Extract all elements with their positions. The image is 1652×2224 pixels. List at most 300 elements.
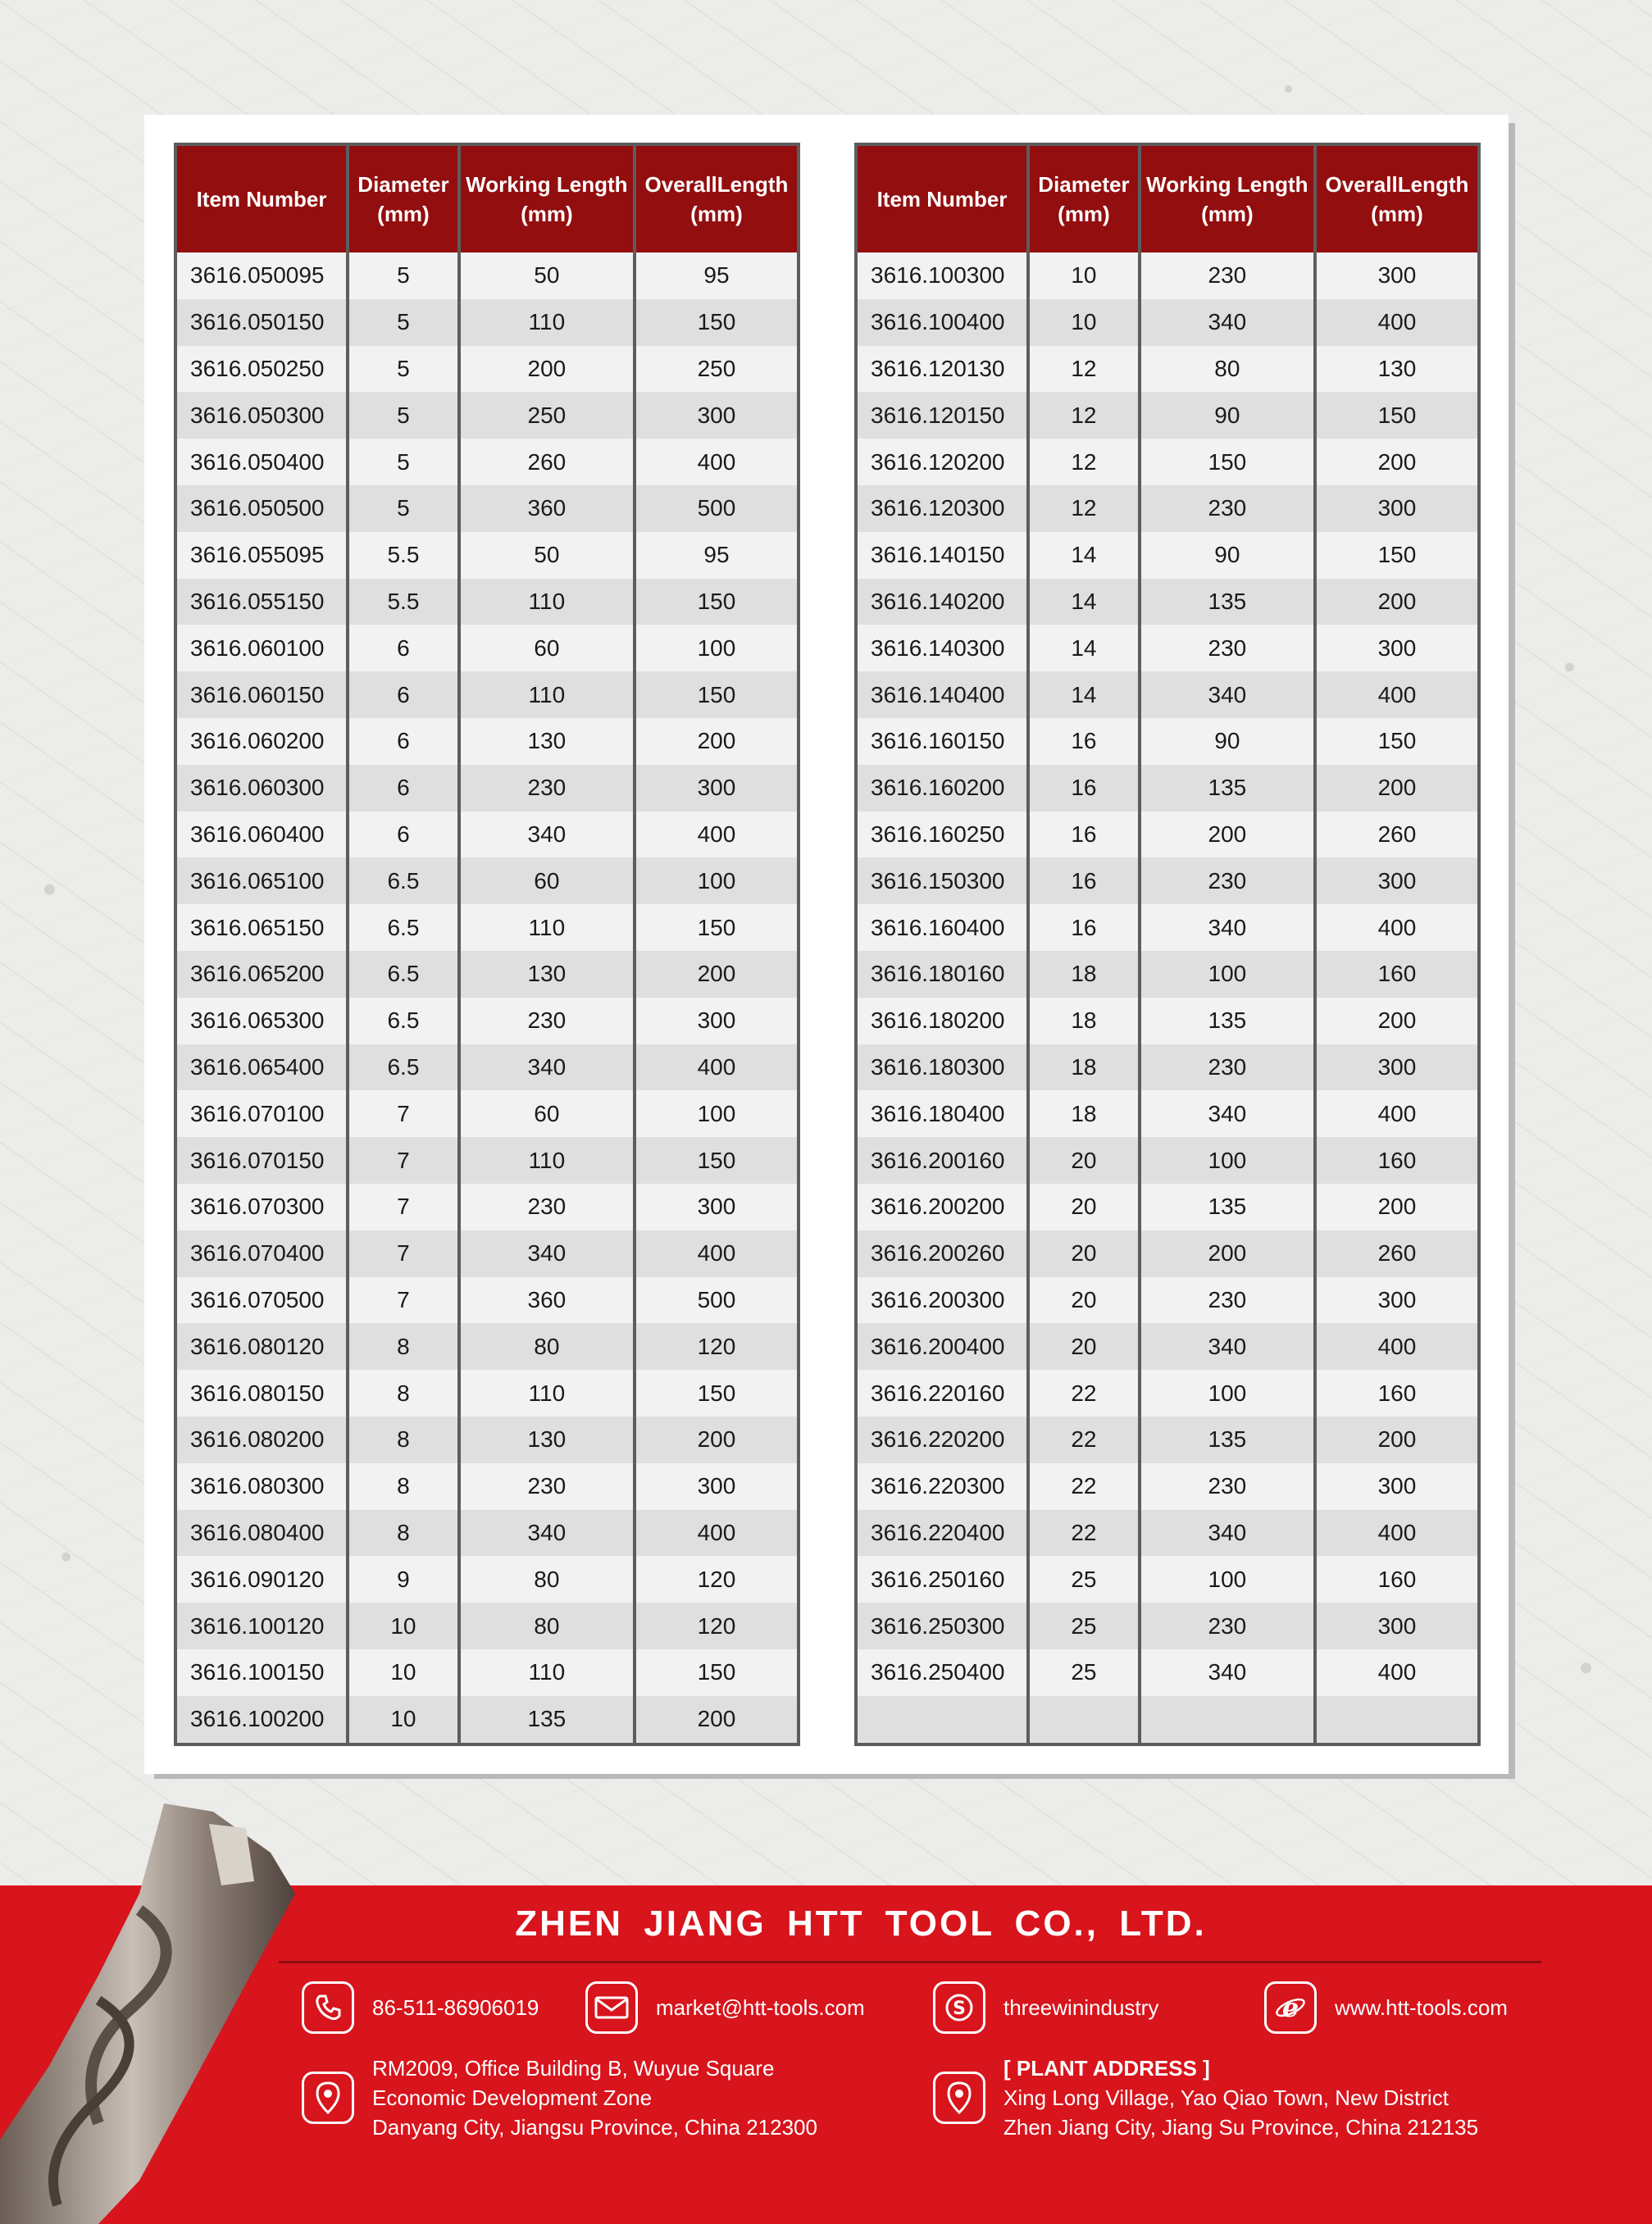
item-number-cell: 3616.080300 <box>175 1463 348 1510</box>
working-length-cell: 340 <box>1140 671 1315 718</box>
overall-length-cell: 400 <box>1315 1090 1479 1137</box>
header-overall-length <box>635 144 799 252</box>
item-number-cell: 3616.250400 <box>856 1649 1028 1696</box>
item-number-cell: 3616.220400 <box>856 1510 1028 1557</box>
header-working-length <box>459 144 635 252</box>
table-row <box>856 1277 1479 1324</box>
overall-length-cell: 150 <box>635 904 799 951</box>
item-number-cell: 3616.070500 <box>175 1277 348 1324</box>
diameter-cell: 18 <box>1028 998 1140 1044</box>
item-number-cell: 3616.220160 <box>856 1370 1028 1417</box>
header-working-length-text: Working Length (mm) <box>1146 172 1308 226</box>
diameter-cell: 6.5 <box>348 904 459 951</box>
table-row <box>175 1556 799 1603</box>
overall-length-cell: 100 <box>635 1090 799 1137</box>
overall-length-cell: 400 <box>635 1230 799 1277</box>
plant-address <box>1003 2053 1478 2142</box>
working-length-cell: 340 <box>459 812 635 858</box>
overall-length-cell: 300 <box>1315 1277 1479 1324</box>
diameter-cell: 5 <box>348 299 459 346</box>
item-number-cell: 3616.160200 <box>856 765 1028 812</box>
website-url[interactable]: www.htt-tools.com <box>1335 1994 1508 2020</box>
working-length-cell: 110 <box>459 671 635 718</box>
item-number-cell: 3616.065400 <box>175 1044 348 1091</box>
table-row <box>175 998 799 1044</box>
working-length-cell: 340 <box>1140 1323 1315 1370</box>
overall-length-cell: 300 <box>1315 857 1479 904</box>
diameter-cell: 8 <box>348 1323 459 1370</box>
diameter-cell: 10 <box>348 1603 459 1649</box>
working-length-cell: 230 <box>1140 1044 1315 1091</box>
diameter-cell: 5.5 <box>348 579 459 625</box>
overall-length-cell: 400 <box>1315 1510 1479 1557</box>
item-number-cell: 3616.160400 <box>856 904 1028 951</box>
diameter-cell: 6 <box>348 671 459 718</box>
diameter-cell: 10 <box>1028 252 1140 299</box>
overall-length-cell: 160 <box>1315 1137 1479 1184</box>
overall-length-cell: 200 <box>1315 439 1479 485</box>
header-diameter-text: Diameter (mm) <box>357 172 449 226</box>
table-row <box>175 1463 799 1510</box>
diameter-cell: 5 <box>348 346 459 393</box>
diameter-cell: 12 <box>1028 392 1140 439</box>
working-length-cell: 80 <box>459 1556 635 1603</box>
overall-length-cell: 150 <box>635 671 799 718</box>
item-number-cell: 3616.180160 <box>856 951 1028 998</box>
overall-length-cell: 160 <box>1315 951 1479 998</box>
table-row <box>175 671 799 718</box>
diameter-cell: 8 <box>348 1417 459 1463</box>
header-overall-length-text: OverallLength (mm) <box>644 172 789 226</box>
diameter-cell: 5.5 <box>348 532 459 579</box>
table-row <box>856 579 1479 625</box>
contact-email <box>585 1979 865 2036</box>
overall-length-cell: 200 <box>635 1696 799 1744</box>
working-length-cell: 340 <box>1140 299 1315 346</box>
working-length-cell: 135 <box>1140 765 1315 812</box>
phone-number[interactable]: 86-511-86906019 <box>372 1994 539 2020</box>
item-number-cell: 3616.200160 <box>856 1137 1028 1184</box>
working-length-cell: 230 <box>1140 252 1315 299</box>
table-row <box>856 1696 1479 1744</box>
item-number-cell: 3616.050500 <box>175 485 348 532</box>
overall-length-cell: 150 <box>635 1137 799 1184</box>
working-length-cell: 110 <box>459 579 635 625</box>
diameter-cell: 10 <box>348 1696 459 1744</box>
table-row <box>856 857 1479 904</box>
item-number-cell: 3616.060100 <box>175 625 348 671</box>
working-length-cell: 135 <box>459 1696 635 1744</box>
working-length-cell: 135 <box>1140 1417 1315 1463</box>
table-row <box>175 1510 799 1557</box>
overall-length-cell: 100 <box>635 857 799 904</box>
item-number-cell: 3616.060200 <box>175 718 348 765</box>
item-number-cell: 3616.100200 <box>175 1696 348 1744</box>
overall-length-cell: 150 <box>1315 532 1479 579</box>
working-length-cell: 135 <box>1140 579 1315 625</box>
working-length-cell: 100 <box>1140 1370 1315 1417</box>
plant-address-heading: [ PLANT ADDRESS ] <box>1003 2056 1210 2081</box>
working-length-cell: 130 <box>459 951 635 998</box>
working-length-cell: 340 <box>459 1510 635 1557</box>
diameter-cell: 20 <box>1028 1184 1140 1230</box>
table-row <box>175 1090 799 1137</box>
working-length-cell: 110 <box>459 1649 635 1696</box>
table-row <box>856 1090 1479 1137</box>
working-length-cell: 135 <box>1140 1184 1315 1230</box>
working-length-cell: 230 <box>459 765 635 812</box>
svg-text:e: e <box>1281 1992 1299 2023</box>
table-row <box>175 904 799 951</box>
working-length-cell: 90 <box>1140 392 1315 439</box>
diameter-cell: 20 <box>1028 1137 1140 1184</box>
table-row <box>856 1323 1479 1370</box>
office-address-block <box>302 2053 817 2142</box>
item-number-cell: 3616.220200 <box>856 1417 1028 1463</box>
table-row <box>856 718 1479 765</box>
overall-length-cell: 150 <box>635 1370 799 1417</box>
overall-length-cell: 150 <box>1315 718 1479 765</box>
contact-skype <box>933 1979 1158 2036</box>
working-length-cell: 150 <box>1140 439 1315 485</box>
diameter-cell: 25 <box>1028 1603 1140 1649</box>
overall-length-cell: 200 <box>1315 579 1479 625</box>
diameter-cell: 16 <box>1028 812 1140 858</box>
overall-length-cell: 100 <box>635 625 799 671</box>
item-number-cell: 3616.180300 <box>856 1044 1028 1091</box>
item-number-cell: 3616.055095 <box>175 532 348 579</box>
diameter-cell: 16 <box>1028 904 1140 951</box>
diameter-cell: 16 <box>1028 857 1140 904</box>
table-row <box>856 1044 1479 1091</box>
email-icon <box>585 1981 638 2034</box>
table-row <box>175 1277 799 1324</box>
overall-length-cell: 200 <box>1315 998 1479 1044</box>
table-row <box>175 392 799 439</box>
plant-address-block <box>933 2053 1478 2142</box>
working-length-cell: 60 <box>459 1090 635 1137</box>
header-overall-length <box>1315 144 1479 252</box>
item-number-cell: 3616.050150 <box>175 299 348 346</box>
item-number-cell: 3616.140300 <box>856 625 1028 671</box>
table-row <box>856 252 1479 299</box>
spec-table-left <box>174 143 800 1746</box>
diameter-cell: 6 <box>348 718 459 765</box>
table-row <box>856 951 1479 998</box>
diameter-cell: 6.5 <box>348 1044 459 1091</box>
overall-length-cell: 120 <box>635 1556 799 1603</box>
working-length-cell: 260 <box>459 439 635 485</box>
item-number-cell: 3616.070300 <box>175 1184 348 1230</box>
table-row <box>175 1137 799 1184</box>
diameter-cell: 18 <box>1028 1044 1140 1091</box>
item-number-cell: 3616.140200 <box>856 579 1028 625</box>
item-number-cell: 3616.080150 <box>175 1370 348 1417</box>
item-number-cell: 3616.050400 <box>175 439 348 485</box>
skype-id[interactable]: threewinindustry <box>1003 1994 1159 2020</box>
diameter-cell: 8 <box>348 1510 459 1557</box>
spec-table-right <box>854 143 1481 1746</box>
diameter-cell: 7 <box>348 1277 459 1324</box>
diameter-cell: 7 <box>348 1137 459 1184</box>
office-address <box>372 2053 817 2142</box>
overall-length-cell: 300 <box>1315 1044 1479 1091</box>
table-row <box>175 252 799 299</box>
office-address-line-1: RM2009, Office Building B, Wuyue Square <box>372 2056 775 2081</box>
header-overall-length-text: OverallLength (mm) <box>1325 172 1469 226</box>
item-number-cell: 3616.080120 <box>175 1323 348 1370</box>
diameter-cell: 14 <box>1028 671 1140 718</box>
working-length-cell: 50 <box>459 532 635 579</box>
overall-length-cell: 200 <box>635 1417 799 1463</box>
diameter-cell: 14 <box>1028 625 1140 671</box>
overall-length-cell: 200 <box>1315 1417 1479 1463</box>
office-address-line-2: Economic Development Zone <box>372 2085 653 2110</box>
table-row <box>856 1230 1479 1277</box>
diameter-cell: 16 <box>1028 765 1140 812</box>
working-length-cell: 360 <box>459 485 635 532</box>
item-number-cell: 3616.055150 <box>175 579 348 625</box>
item-number-cell: 3616.180400 <box>856 1090 1028 1137</box>
working-length-cell <box>1140 1696 1315 1744</box>
overall-length-cell: 150 <box>635 579 799 625</box>
overall-length-cell: 150 <box>635 299 799 346</box>
overall-length-cell: 130 <box>1315 346 1479 393</box>
overall-length-cell: 500 <box>635 1277 799 1324</box>
diameter-cell: 8 <box>348 1370 459 1417</box>
working-length-cell: 230 <box>459 1184 635 1230</box>
overall-length-cell: 300 <box>1315 1603 1479 1649</box>
working-length-cell: 230 <box>1140 485 1315 532</box>
diameter-cell: 12 <box>1028 346 1140 393</box>
overall-length-cell: 300 <box>1315 485 1479 532</box>
overall-length-cell: 160 <box>1315 1370 1479 1417</box>
overall-length-cell: 260 <box>1315 812 1479 858</box>
diameter-cell: 6.5 <box>348 951 459 998</box>
working-length-cell: 250 <box>459 392 635 439</box>
table-row <box>856 1417 1479 1463</box>
table-row <box>175 951 799 998</box>
overall-length-cell: 400 <box>635 1510 799 1557</box>
diameter-cell: 12 <box>1028 485 1140 532</box>
diameter-cell: 22 <box>1028 1417 1140 1463</box>
email-address[interactable]: market@htt-tools.com <box>656 1994 865 2020</box>
overall-length-cell: 400 <box>1315 1323 1479 1370</box>
table-row <box>175 718 799 765</box>
overall-length-cell: 200 <box>635 718 799 765</box>
diameter-cell: 7 <box>348 1184 459 1230</box>
item-number-cell: 3616.090120 <box>175 1556 348 1603</box>
header-working-length <box>1140 144 1315 252</box>
table-row <box>856 1463 1479 1510</box>
working-length-cell: 110 <box>459 1137 635 1184</box>
overall-length-cell: 95 <box>635 532 799 579</box>
diameter-cell: 5 <box>348 392 459 439</box>
item-number-cell: 3616.200300 <box>856 1277 1028 1324</box>
overall-length-cell: 260 <box>1315 1230 1479 1277</box>
working-length-cell: 60 <box>459 857 635 904</box>
working-length-cell: 110 <box>459 1370 635 1417</box>
drill-bit-image <box>0 1795 328 2224</box>
table-row <box>175 1370 799 1417</box>
table-header-row <box>856 144 1479 252</box>
overall-length-cell: 200 <box>1315 1184 1479 1230</box>
working-length-cell: 230 <box>459 1463 635 1510</box>
item-number-cell: 3616.120150 <box>856 392 1028 439</box>
table-row <box>175 765 799 812</box>
item-number-cell: 3616.250160 <box>856 1556 1028 1603</box>
diameter-cell: 5 <box>348 485 459 532</box>
working-length-cell: 340 <box>1140 1510 1315 1557</box>
working-length-cell: 80 <box>1140 346 1315 393</box>
overall-length-cell: 120 <box>635 1323 799 1370</box>
table-row <box>175 532 799 579</box>
diameter-cell: 18 <box>1028 951 1140 998</box>
item-number-cell: 3616.200260 <box>856 1230 1028 1277</box>
working-length-cell: 340 <box>1140 1090 1315 1137</box>
table-row <box>856 1603 1479 1649</box>
header-working-length-text: Working Length (mm) <box>466 172 628 226</box>
table-row <box>856 1137 1479 1184</box>
working-length-cell: 100 <box>1140 951 1315 998</box>
item-number-cell: 3616.160150 <box>856 718 1028 765</box>
working-length-cell: 230 <box>1140 1603 1315 1649</box>
item-number-cell <box>856 1696 1028 1744</box>
item-number-cell: 3616.065100 <box>175 857 348 904</box>
working-length-cell: 230 <box>459 998 635 1044</box>
header-diameter <box>348 144 459 252</box>
contact-phone <box>302 1979 539 2036</box>
item-number-cell: 3616.120300 <box>856 485 1028 532</box>
location-pin-icon <box>302 2072 354 2124</box>
item-number-cell: 3616.140150 <box>856 532 1028 579</box>
item-number-cell: 3616.065200 <box>175 951 348 998</box>
table-row <box>856 765 1479 812</box>
diameter-cell: 5 <box>348 439 459 485</box>
table-row <box>175 625 799 671</box>
diameter-cell: 20 <box>1028 1277 1140 1324</box>
item-number-cell: 3616.060400 <box>175 812 348 858</box>
diameter-cell: 8 <box>348 1463 459 1510</box>
overall-length-cell: 300 <box>1315 625 1479 671</box>
table-row <box>856 1370 1479 1417</box>
table-row <box>856 299 1479 346</box>
overall-length-cell: 300 <box>1315 1463 1479 1510</box>
item-number-cell: 3616.100300 <box>856 252 1028 299</box>
overall-length-cell: 400 <box>1315 1649 1479 1696</box>
item-number-cell: 3616.150300 <box>856 857 1028 904</box>
item-number-cell: 3616.070100 <box>175 1090 348 1137</box>
item-number-cell: 3616.080200 <box>175 1417 348 1463</box>
item-number-cell: 3616.220300 <box>856 1463 1028 1510</box>
header-item-number: Item Number <box>175 144 348 252</box>
diameter-cell: 25 <box>1028 1556 1140 1603</box>
diameter-cell: 12 <box>1028 439 1140 485</box>
item-number-cell: 3616.140400 <box>856 671 1028 718</box>
working-length-cell: 100 <box>1140 1556 1315 1603</box>
diameter-cell: 7 <box>348 1090 459 1137</box>
table-row <box>175 1417 799 1463</box>
working-length-cell: 90 <box>1140 532 1315 579</box>
table-row <box>856 439 1479 485</box>
table-row <box>175 1044 799 1091</box>
overall-length-cell: 200 <box>635 951 799 998</box>
diameter-cell: 6.5 <box>348 998 459 1044</box>
overall-length-cell: 400 <box>635 1044 799 1091</box>
diameter-cell: 20 <box>1028 1230 1140 1277</box>
working-length-cell: 60 <box>459 625 635 671</box>
diameter-cell: 20 <box>1028 1323 1140 1370</box>
working-length-cell: 130 <box>459 1417 635 1463</box>
phone-icon <box>302 1981 354 2034</box>
diameter-cell: 5 <box>348 252 459 299</box>
working-length-cell: 90 <box>1140 718 1315 765</box>
working-length-cell: 80 <box>459 1603 635 1649</box>
overall-length-cell: 300 <box>635 1184 799 1230</box>
working-length-cell: 80 <box>459 1323 635 1370</box>
overall-length-cell: 400 <box>1315 299 1479 346</box>
table-row <box>856 1184 1479 1230</box>
table-row <box>856 625 1479 671</box>
table-row <box>175 857 799 904</box>
location-pin-icon <box>933 2072 985 2124</box>
table-row <box>175 1696 799 1744</box>
table-row <box>175 439 799 485</box>
overall-length-cell: 300 <box>635 392 799 439</box>
overall-length-cell: 150 <box>635 1649 799 1696</box>
plant-address-line-1: Xing Long Village, Yao Qiao Town, New District <box>1003 2085 1449 2110</box>
overall-length-cell: 400 <box>635 439 799 485</box>
table-row <box>856 532 1479 579</box>
overall-length-cell: 300 <box>1315 252 1479 299</box>
working-length-cell: 360 <box>459 1277 635 1324</box>
item-number-cell: 3616.065300 <box>175 998 348 1044</box>
diameter-cell: 9 <box>348 1556 459 1603</box>
item-number-cell: 3616.060150 <box>175 671 348 718</box>
working-length-cell: 200 <box>459 346 635 393</box>
table-row <box>175 1603 799 1649</box>
diameter-cell: 22 <box>1028 1370 1140 1417</box>
header-item-number: Item Number <box>856 144 1028 252</box>
diameter-cell: 22 <box>1028 1463 1140 1510</box>
skype-icon <box>933 1981 985 2034</box>
item-number-cell: 3616.050095 <box>175 252 348 299</box>
working-length-cell: 230 <box>1140 857 1315 904</box>
diameter-cell: 6 <box>348 765 459 812</box>
diameter-cell: 6 <box>348 812 459 858</box>
working-length-cell: 110 <box>459 299 635 346</box>
header-diameter <box>1028 144 1140 252</box>
item-number-cell: 3616.070150 <box>175 1137 348 1184</box>
diameter-cell: 14 <box>1028 579 1140 625</box>
diameter-cell: 16 <box>1028 718 1140 765</box>
table-row <box>175 1649 799 1696</box>
diameter-cell <box>1028 1696 1140 1744</box>
table-row <box>175 1323 799 1370</box>
table-row <box>175 579 799 625</box>
footer-divider <box>279 1961 1541 1963</box>
item-number-cell: 3616.200400 <box>856 1323 1028 1370</box>
table-row <box>856 1649 1479 1696</box>
overall-length-cell: 400 <box>635 812 799 858</box>
working-length-cell: 230 <box>1140 1463 1315 1510</box>
item-number-cell: 3616.250300 <box>856 1603 1028 1649</box>
table-row <box>175 485 799 532</box>
table-row <box>856 671 1479 718</box>
item-number-cell: 3616.060300 <box>175 765 348 812</box>
overall-length-cell: 500 <box>635 485 799 532</box>
overall-length-cell <box>1315 1696 1479 1744</box>
